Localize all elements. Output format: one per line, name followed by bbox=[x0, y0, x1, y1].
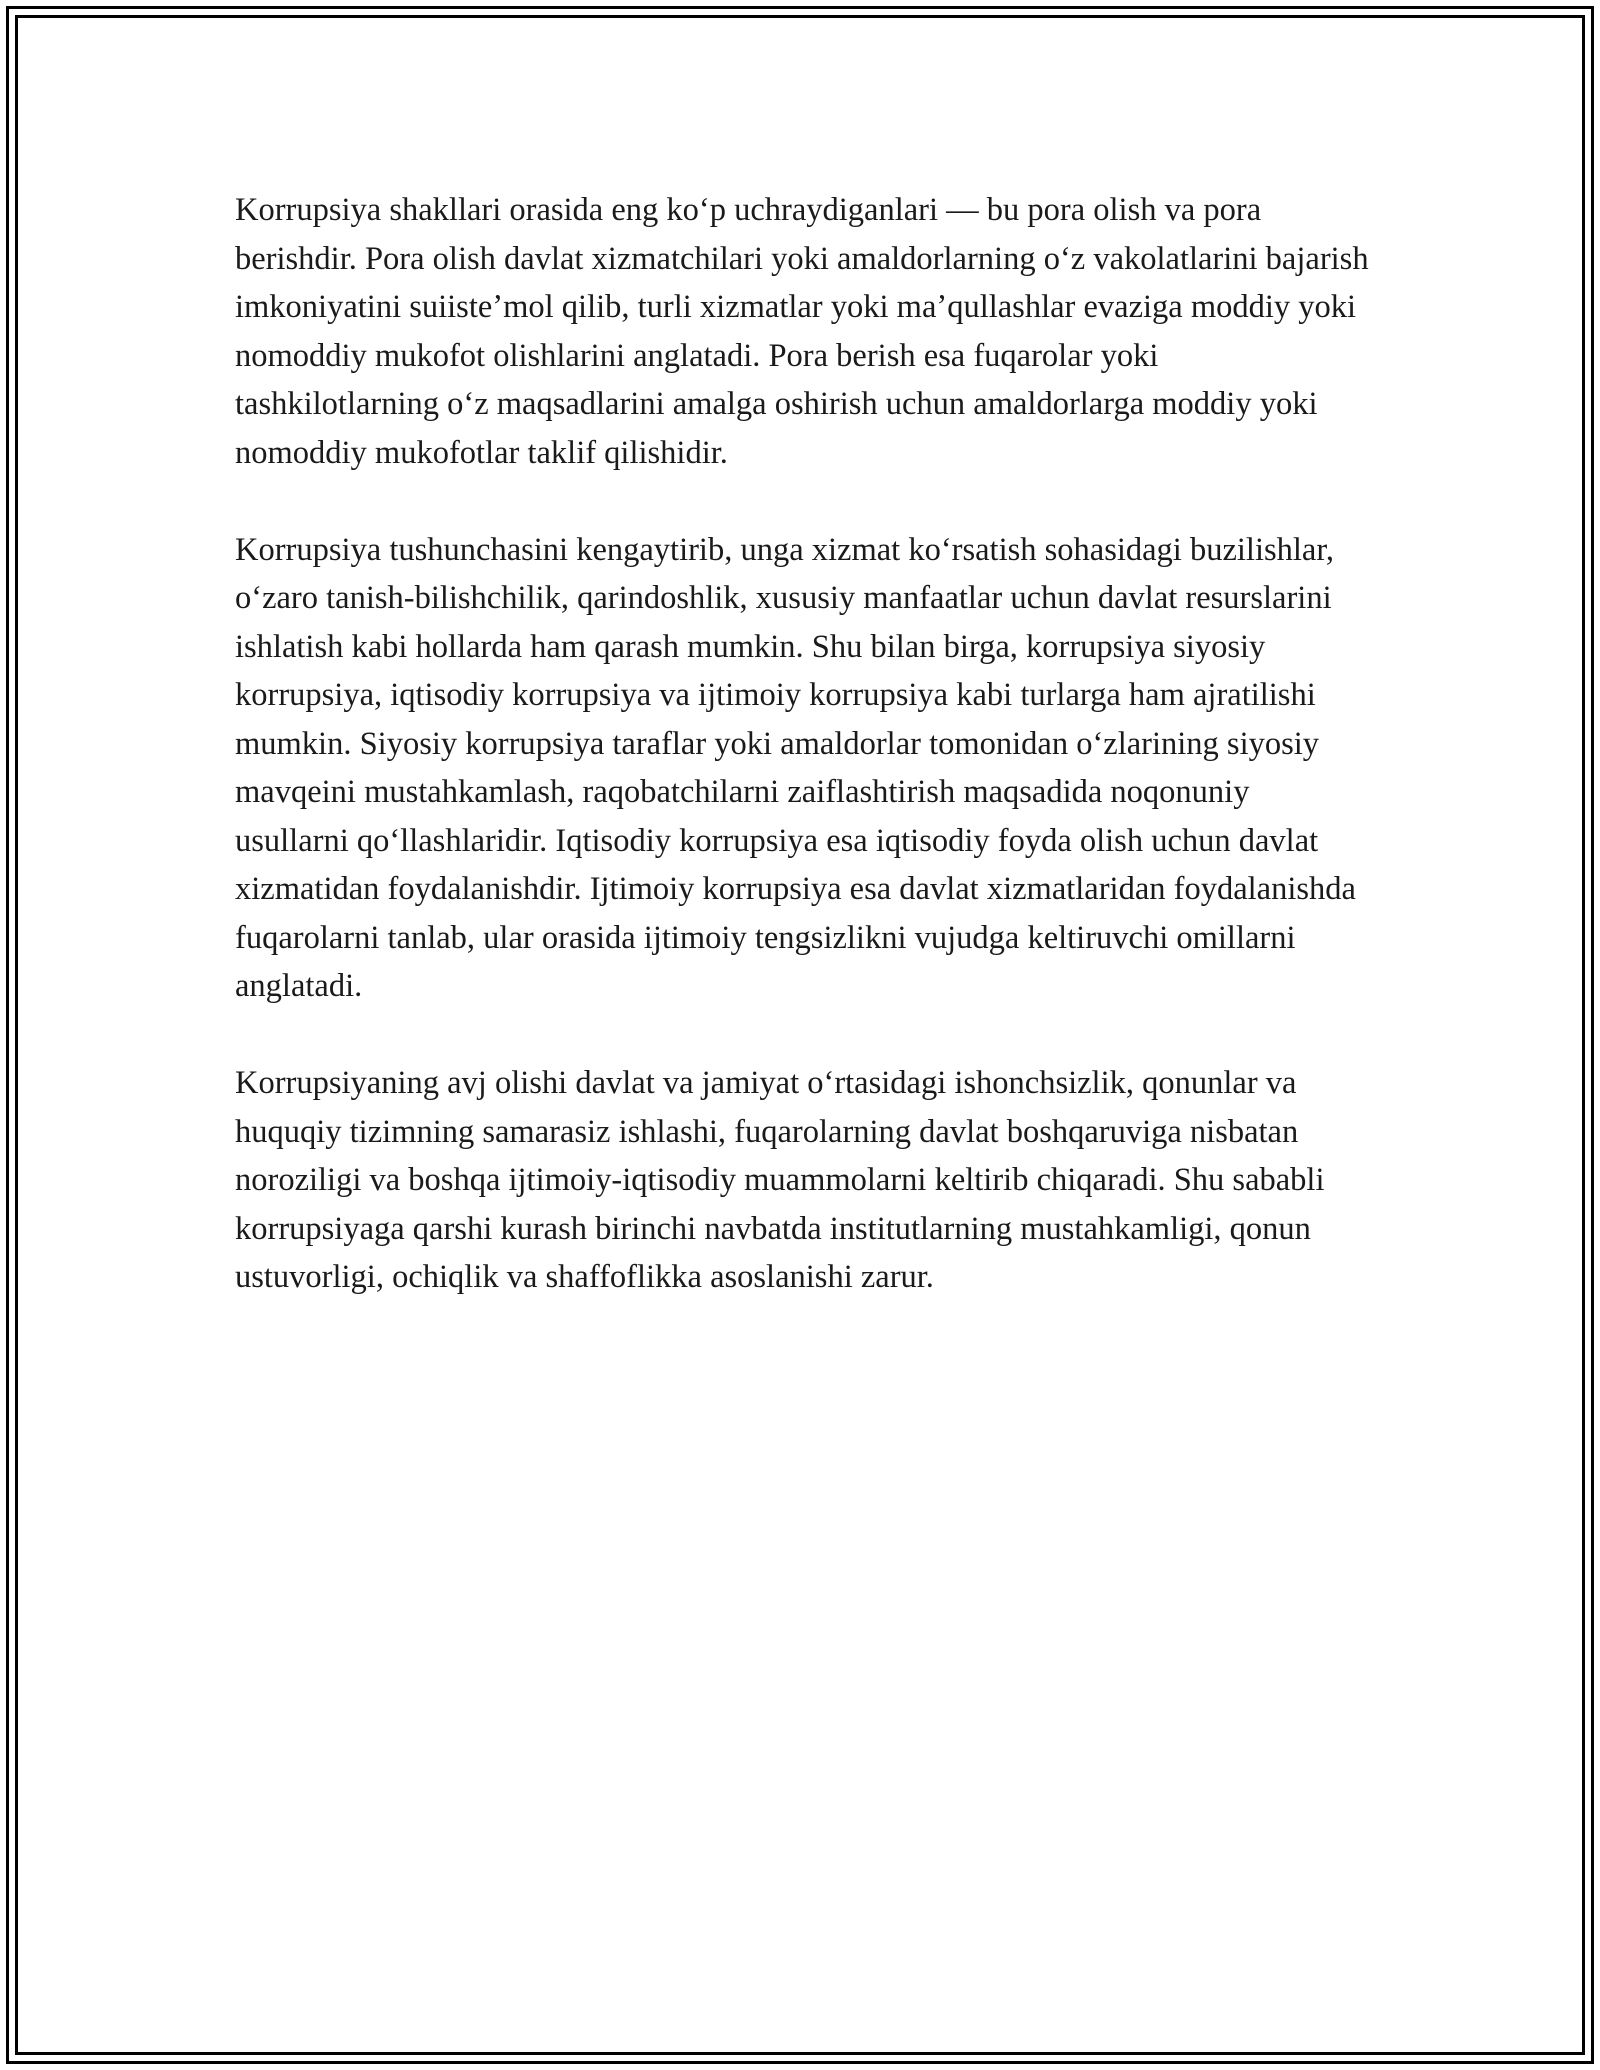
document-body bbox=[235, 186, 1370, 1302]
paragraph-2: Korrupsiya tushunchasini kengaytirib, unga xizmat koʻrsatish sohasidagi buzilishlar, oʻzaro tanish-bilishchilik, qarindoshlik, xususiy manfaatlar uchun davlat resurslarini ishlatish kabi hollarda ham qarash mumkin. Shu bilan birga, korrupsiya siyosiy korrupsiya, iqtisodiy korrupsiya va ijtimoiy korrupsiya kabi turlarga ham ajratilishi mumkin. Siyosiy korrupsiya taraflar yoki amaldorlar tomonidan oʻzlarining siyosiy mavqeini mustahkamlash, raqobatchilarni zaiflashtirish maqsadida noqonuniy usullarni qoʻllashlaridir. Iqtisodiy korrupsiya esa iqtisodiy foyda olish uchun davlat xizmatidan foydalanishdir. Ijtimoiy korrupsiya esa davlat xizmatlaridan foydalanishda fuqarolarni tanlab, ular orasida ijtimoiy tengsizlikni vujudga keltiruvchi omillarni anglatadi. bbox=[235, 531, 1356, 1004]
paragraph-1: Korrupsiya shakllari orasida eng koʻp uchraydiganlari — bu pora olish va pora berishdir. Pora olish davlat xizmatchilari yoki amaldorlarning oʻz vakolatlarini bajarish imkoniyatini suiisteʼmol qilib, turli xizmatlar yoki maʼqullashlar evaziga moddiy yoki nomoddiy mukofot olishlarini anglatadi. Pora berish esa fuqarolar yoki tashkilotlarning oʻz maqsadlarini amalga oshirish uchun amaldorlarga moddiy yoki nomoddiy mukofotlar taklif qilishidir. bbox=[235, 192, 1369, 471]
paragraph-3: Korrupsiyaning avj olishi davlat va jamiyat oʻrtasidagi ishonchsizlik, qonunlar va huquqiy tizimning samarasiz ishlashi, fuqarolarning davlat boshqaruviga nisbatan noroziligi va boshqa ijtimoiy-iqtisodiy muammolarni keltirib chiqaradi. Shu sababli korrupsiyaga qarshi kurash birinchi navbatda institutlarning mustahkamligi, qonun ustuvorligi, ochiqlik va shaffoflikka asoslanishi zarur. bbox=[235, 1065, 1325, 1295]
